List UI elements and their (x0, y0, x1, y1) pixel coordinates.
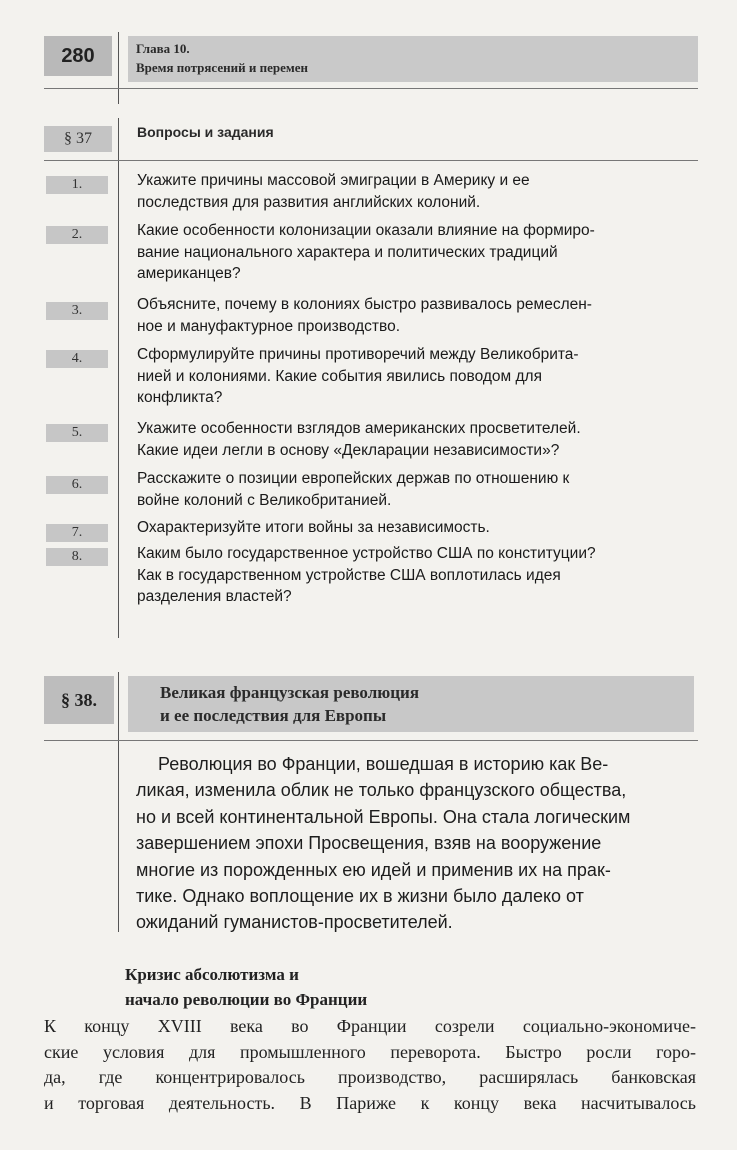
question-text: Какие особенности колонизации оказали влияние на формиро- вание национального характера и политических традиций американцев? (137, 222, 595, 282)
questions-heading: Вопросы и задания (137, 124, 274, 140)
body-paragraph: К концу XVIII века во Франции созрели социально-экономиче- ские условия для промышленного переворота. Быстро росли горо- да, где концентрировалось производство, расширялась банковская и торговая деятельность. В Париже к концу века насчитывалось (44, 1016, 696, 1113)
section-37-label: § 37 (44, 126, 112, 152)
question-text: Охарактеризуйте итоги войны за независимость. (137, 519, 490, 536)
section-38-label: § 38. (44, 676, 114, 724)
page-number: 280 (44, 36, 112, 76)
intro-paragraph: Революция во Франции, вошедшая в историю как Ве- ликая, изменила облик не только французского общества, но и всей континентальной Европы. Она стала логическим завершением эпохи Просвещения, взяв на вооружение многие из порожденных ею идей и применив их на прак- тике. Однако воплощение их в жизни было далеко от ожиданий гуманистов-просветителей. (136, 754, 631, 933)
question-text: Укажите особенности взглядов американских просветителей. Какие идеи легли в основу «Декларации независимости»? (137, 420, 581, 459)
header-divider-vertical (118, 32, 119, 104)
chapter-title: Время потрясений и перемен (136, 60, 308, 75)
question-number: 8. (46, 548, 108, 566)
questions-rule (44, 160, 698, 161)
question-text: Укажите причины массовой эмиграции в Америку и ее последствия для развития английских колоний. (137, 172, 530, 211)
question-text: Объясните, почему в колониях быстро развивалось ремеслен- ное и мануфактурное производство. (137, 296, 592, 335)
question-number: 7. (46, 524, 108, 542)
question-text: Сформулируйте причины противоречий между Великобрита- нией и колониями. Какие события явились поводом для конфликта? (137, 346, 579, 406)
question-number: 1. (46, 176, 108, 194)
header-rule (44, 88, 698, 89)
question-number: 5. (46, 424, 108, 442)
section-38-rule (44, 740, 698, 741)
chapter-label: Глава 10. (136, 41, 190, 56)
question-text: Расскажите о позиции европейских держав по отношению к войне колоний с Великобританией. (137, 470, 570, 509)
question-number: 3. (46, 302, 108, 320)
question-number: 6. (46, 476, 108, 494)
subsection-heading: Кризис абсолютизма и начало революции во Франции (125, 965, 368, 1009)
section-38-title: Великая французская революция и ее последствия для Европы (160, 683, 420, 725)
question-number: 2. (46, 226, 108, 244)
question-number: 4. (46, 350, 108, 368)
question-text: Каким было государственное устройство США по конституции? Как в государственном устройстве США воплотилась идея разделения властей? (137, 545, 596, 605)
section-38-divider-vertical (118, 672, 119, 932)
questions-divider-vertical (118, 118, 119, 638)
